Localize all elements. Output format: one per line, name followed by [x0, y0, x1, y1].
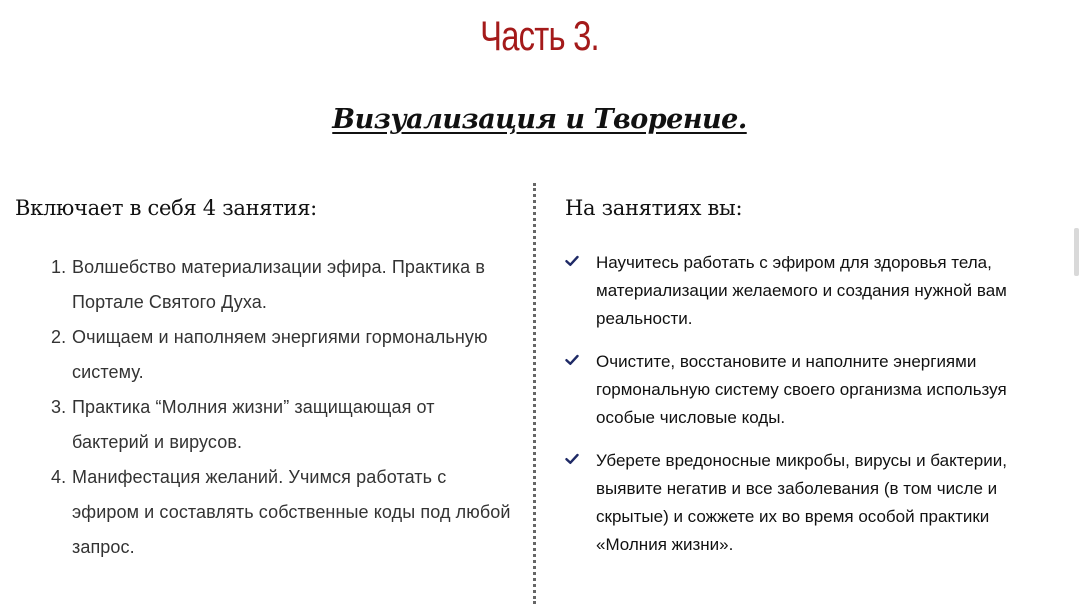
outcome-text: Научитесь работать с эфиром для здоровья тела, материализации желаемого и создания нужной вам реальности.: [596, 253, 1007, 328]
list-number: 4.: [51, 467, 67, 487]
check-icon: [565, 453, 579, 465]
outcome-text: Уберете вредоносные микробы, вирусы и бактерии, выявите негатив и все заболевания (в том числе и скрытые) и сожжете их во время особой практики «Молния жизни».: [596, 451, 1007, 554]
list-number: 2.: [51, 327, 67, 347]
lessons-column: [15, 196, 515, 565]
outcome-item: [565, 249, 1045, 333]
outcome-item: [565, 447, 1045, 559]
outcome-item: [565, 348, 1045, 432]
check-icon: [565, 255, 579, 267]
column-divider: [533, 183, 536, 604]
part-title: Часть 3.: [480, 12, 599, 59]
outcomes-column: [565, 196, 1045, 574]
outcomes-list: [565, 249, 1045, 559]
lesson-item: [15, 390, 515, 460]
scrollbar-thumb[interactable]: [1074, 228, 1079, 276]
outcomes-heading: На занятиях вы:: [565, 196, 743, 220]
outcome-text: Очистите, восстановите и наполните энергиями гормональную систему своего организма используя особые числовые коды.: [596, 352, 1007, 427]
section-subtitle: Визуализация и Творение.: [332, 104, 747, 135]
lesson-text: Практика “Молния жизни” защищающая от бактерий и вирусов.: [72, 397, 435, 452]
lesson-text: Манифестация желаний. Учимся работать с эфиром и составлять собственные коды под любой запрос.: [72, 467, 511, 557]
lesson-text: Очищаем и наполняем энергиями гормональную систему.: [72, 327, 488, 382]
lesson-item: [15, 250, 515, 320]
list-number: 3.: [51, 397, 67, 417]
lesson-text: Волшебство материализации эфира. Практика в Портале Святого Духа.: [72, 257, 486, 312]
lesson-item: [15, 320, 515, 390]
list-number: 1.: [51, 257, 67, 277]
lessons-list: [15, 250, 515, 565]
lessons-heading: Включает в себя 4 занятия:: [15, 196, 317, 220]
lesson-item: [15, 460, 515, 565]
check-icon: [565, 354, 579, 366]
